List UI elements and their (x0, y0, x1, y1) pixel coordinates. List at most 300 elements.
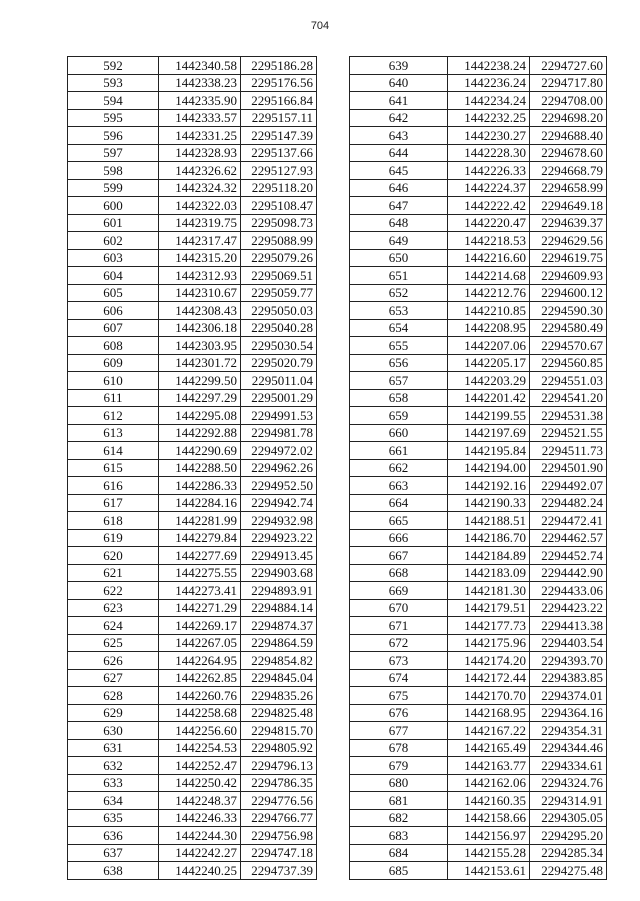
y-coordinate-cell: 2294501.90 (530, 459, 607, 477)
table-row (68, 424, 317, 442)
y-coordinate-cell: 2294629.56 (530, 232, 607, 250)
y-coordinate-cell: 2294511.73 (530, 442, 607, 460)
point-number-cell: 634 (68, 792, 159, 810)
y-coordinate-cell: 2295118.20 (241, 179, 317, 197)
table-row (350, 424, 607, 442)
x-coordinate-cell: 1442175.96 (448, 634, 530, 652)
point-number-cell: 680 (350, 774, 448, 792)
page-number: 704 (310, 20, 330, 32)
table-row (350, 704, 607, 722)
x-coordinate-cell: 1442340.58 (159, 57, 241, 75)
table-row (68, 739, 317, 757)
x-coordinate-cell: 1442269.17 (159, 617, 241, 635)
table-row (68, 512, 317, 530)
table-row (68, 179, 317, 197)
x-coordinate-cell: 1442236.24 (448, 74, 530, 92)
y-coordinate-cell: 2295157.11 (241, 109, 317, 127)
point-number-cell: 683 (350, 827, 448, 845)
table-row (68, 617, 317, 635)
y-coordinate-cell: 2294393.70 (530, 652, 607, 670)
point-number-cell: 601 (68, 214, 159, 232)
point-number-cell: 630 (68, 722, 159, 740)
x-coordinate-cell: 1442168.95 (448, 704, 530, 722)
y-coordinate-cell: 2294275.48 (530, 862, 607, 880)
table-row (350, 92, 607, 110)
y-coordinate-cell: 2294668.79 (530, 162, 607, 180)
point-number-cell: 629 (68, 704, 159, 722)
table-row (68, 459, 317, 477)
y-coordinate-cell: 2294854.82 (241, 652, 317, 670)
x-coordinate-cell: 1442317.47 (159, 232, 241, 250)
point-number-cell: 595 (68, 109, 159, 127)
point-number-cell: 645 (350, 162, 448, 180)
point-number-cell: 646 (350, 179, 448, 197)
point-number-cell: 613 (68, 424, 159, 442)
table-row (68, 634, 317, 652)
x-coordinate-cell: 1442205.17 (448, 354, 530, 372)
y-coordinate-cell: 2294942.74 (241, 494, 317, 512)
table-row (68, 162, 317, 180)
x-coordinate-cell: 1442186.70 (448, 529, 530, 547)
point-number-cell: 633 (68, 774, 159, 792)
table-row (68, 862, 317, 880)
point-number-cell: 609 (68, 354, 159, 372)
y-coordinate-cell: 2294952.50 (241, 477, 317, 495)
x-coordinate-cell: 1442319.75 (159, 214, 241, 232)
x-coordinate-cell: 1442308.43 (159, 302, 241, 320)
point-number-cell: 652 (350, 284, 448, 302)
table-row (350, 564, 607, 582)
table-row (68, 827, 317, 845)
point-number-cell: 612 (68, 407, 159, 425)
y-coordinate-cell: 2294492.07 (530, 477, 607, 495)
y-coordinate-cell: 2294334.61 (530, 757, 607, 775)
point-number-cell: 681 (350, 792, 448, 810)
y-coordinate-cell: 2294423.22 (530, 599, 607, 617)
point-number-cell: 665 (350, 512, 448, 530)
table-row (68, 74, 317, 92)
x-coordinate-cell: 1442155.28 (448, 844, 530, 862)
point-number-cell: 648 (350, 214, 448, 232)
table-row (68, 599, 317, 617)
x-coordinate-cell: 1442174.20 (448, 652, 530, 670)
x-coordinate-cell: 1442335.90 (159, 92, 241, 110)
point-number-cell: 660 (350, 424, 448, 442)
table-row (350, 757, 607, 775)
x-coordinate-cell: 1442195.84 (448, 442, 530, 460)
point-number-cell: 669 (350, 582, 448, 600)
y-coordinate-cell: 2294383.85 (530, 669, 607, 687)
y-coordinate-cell: 2294314.91 (530, 792, 607, 810)
y-coordinate-cell: 2294962.26 (241, 459, 317, 477)
table-row (350, 302, 607, 320)
table-row (68, 354, 317, 372)
table-row (68, 547, 317, 565)
point-number-cell: 622 (68, 582, 159, 600)
table-row (68, 564, 317, 582)
y-coordinate-cell: 2294913.45 (241, 547, 317, 565)
x-coordinate-cell: 1442267.05 (159, 634, 241, 652)
point-number-cell: 658 (350, 389, 448, 407)
point-number-cell: 615 (68, 459, 159, 477)
table-row (350, 582, 607, 600)
y-coordinate-cell: 2294521.55 (530, 424, 607, 442)
x-coordinate-cell: 1442252.47 (159, 757, 241, 775)
point-number-cell: 614 (68, 442, 159, 460)
point-number-cell: 644 (350, 144, 448, 162)
point-number-cell: 592 (68, 57, 159, 75)
point-number-cell: 619 (68, 529, 159, 547)
table-row (350, 459, 607, 477)
x-coordinate-cell: 1442188.51 (448, 512, 530, 530)
y-coordinate-cell: 2294324.76 (530, 774, 607, 792)
point-number-cell: 640 (350, 74, 448, 92)
x-coordinate-cell: 1442179.51 (448, 599, 530, 617)
table-row (350, 442, 607, 460)
point-number-cell: 668 (350, 564, 448, 582)
x-coordinate-cell: 1442208.95 (448, 319, 530, 337)
y-coordinate-cell: 2294835.26 (241, 687, 317, 705)
y-coordinate-cell: 2294600.12 (530, 284, 607, 302)
x-coordinate-cell: 1442232.25 (448, 109, 530, 127)
x-coordinate-cell: 1442162.06 (448, 774, 530, 792)
table-row (350, 739, 607, 757)
x-coordinate-cell: 1442228.30 (448, 144, 530, 162)
point-number-cell: 632 (68, 757, 159, 775)
point-number-cell: 597 (68, 144, 159, 162)
y-coordinate-cell: 2295088.99 (241, 232, 317, 250)
point-number-cell: 642 (350, 109, 448, 127)
y-coordinate-cell: 2295127.93 (241, 162, 317, 180)
y-coordinate-cell: 2294776.56 (241, 792, 317, 810)
x-coordinate-cell: 1442218.53 (448, 232, 530, 250)
point-number-cell: 598 (68, 162, 159, 180)
table-row (68, 249, 317, 267)
point-number-cell: 599 (68, 179, 159, 197)
x-coordinate-cell: 1442301.72 (159, 354, 241, 372)
point-number-cell: 682 (350, 809, 448, 827)
point-number-cell: 626 (68, 652, 159, 670)
y-coordinate-cell: 2294884.14 (241, 599, 317, 617)
y-coordinate-cell: 2294737.39 (241, 862, 317, 880)
y-coordinate-cell: 2295011.04 (241, 372, 317, 390)
table-row (68, 757, 317, 775)
table-row (350, 407, 607, 425)
point-number-cell: 604 (68, 267, 159, 285)
table-row (350, 687, 607, 705)
table-row (350, 372, 607, 390)
y-coordinate-cell: 2294932.98 (241, 512, 317, 530)
y-coordinate-cell: 2294766.77 (241, 809, 317, 827)
table-row (350, 512, 607, 530)
point-number-cell: 670 (350, 599, 448, 617)
table-row (350, 337, 607, 355)
point-number-cell: 608 (68, 337, 159, 355)
y-coordinate-cell: 2294756.98 (241, 827, 317, 845)
table-row (68, 267, 317, 285)
x-coordinate-cell: 1442210.85 (448, 302, 530, 320)
y-coordinate-cell: 2294923.22 (241, 529, 317, 547)
x-coordinate-cell: 1442324.32 (159, 179, 241, 197)
table-row (68, 477, 317, 495)
point-number-cell: 624 (68, 617, 159, 635)
point-number-cell: 616 (68, 477, 159, 495)
point-number-cell: 672 (350, 634, 448, 652)
point-number-cell: 607 (68, 319, 159, 337)
y-coordinate-cell: 2294727.60 (530, 57, 607, 75)
table-row (68, 652, 317, 670)
table-row (68, 722, 317, 740)
y-coordinate-cell: 2295069.51 (241, 267, 317, 285)
x-coordinate-cell: 1442158.66 (448, 809, 530, 827)
y-coordinate-cell: 2294580.49 (530, 319, 607, 337)
point-number-cell: 684 (350, 844, 448, 862)
table-row (68, 389, 317, 407)
x-coordinate-cell: 1442256.60 (159, 722, 241, 740)
y-coordinate-cell: 2294482.24 (530, 494, 607, 512)
x-coordinate-cell: 1442286.33 (159, 477, 241, 495)
table-row (350, 792, 607, 810)
x-coordinate-cell: 1442295.08 (159, 407, 241, 425)
x-coordinate-cell: 1442207.06 (448, 337, 530, 355)
table-row (68, 529, 317, 547)
x-coordinate-cell: 1442290.69 (159, 442, 241, 460)
x-coordinate-cell: 1442230.27 (448, 127, 530, 145)
coordinate-table-right (349, 56, 607, 880)
x-coordinate-cell: 1442260.76 (159, 687, 241, 705)
x-coordinate-cell: 1442181.30 (448, 582, 530, 600)
point-number-cell: 610 (68, 372, 159, 390)
x-coordinate-cell: 1442303.95 (159, 337, 241, 355)
point-number-cell: 662 (350, 459, 448, 477)
x-coordinate-cell: 1442254.53 (159, 739, 241, 757)
y-coordinate-cell: 2294678.60 (530, 144, 607, 162)
point-number-cell: 651 (350, 267, 448, 285)
table-row (350, 197, 607, 215)
x-coordinate-cell: 1442170.70 (448, 687, 530, 705)
y-coordinate-cell: 2294796.13 (241, 757, 317, 775)
point-number-cell: 621 (68, 564, 159, 582)
y-coordinate-cell: 2294972.02 (241, 442, 317, 460)
x-coordinate-cell: 1442315.20 (159, 249, 241, 267)
point-number-cell: 620 (68, 547, 159, 565)
y-coordinate-cell: 2294649.18 (530, 197, 607, 215)
point-number-cell: 637 (68, 844, 159, 862)
point-number-cell: 594 (68, 92, 159, 110)
table-row (68, 144, 317, 162)
y-coordinate-cell: 2294747.18 (241, 844, 317, 862)
table-row (350, 57, 607, 75)
table-row (350, 669, 607, 687)
x-coordinate-cell: 1442281.99 (159, 512, 241, 530)
table-row (68, 127, 317, 145)
table-row (350, 599, 607, 617)
table-row (350, 284, 607, 302)
y-coordinate-cell: 2294433.06 (530, 582, 607, 600)
x-coordinate-cell: 1442197.69 (448, 424, 530, 442)
point-number-cell: 678 (350, 739, 448, 757)
table-row (350, 162, 607, 180)
point-number-cell: 647 (350, 197, 448, 215)
table-row (68, 319, 317, 337)
x-coordinate-cell: 1442297.29 (159, 389, 241, 407)
table-row (350, 617, 607, 635)
point-number-cell: 661 (350, 442, 448, 460)
y-coordinate-cell: 2294864.59 (241, 634, 317, 652)
x-coordinate-cell: 1442275.55 (159, 564, 241, 582)
y-coordinate-cell: 2294708.00 (530, 92, 607, 110)
x-coordinate-cell: 1442172.44 (448, 669, 530, 687)
x-coordinate-cell: 1442192.16 (448, 477, 530, 495)
point-number-cell: 625 (68, 634, 159, 652)
y-coordinate-cell: 2295108.47 (241, 197, 317, 215)
x-coordinate-cell: 1442244.30 (159, 827, 241, 845)
y-coordinate-cell: 2295098.73 (241, 214, 317, 232)
point-number-cell: 617 (68, 494, 159, 512)
y-coordinate-cell: 2295147.39 (241, 127, 317, 145)
y-coordinate-cell: 2294698.20 (530, 109, 607, 127)
point-number-cell: 639 (350, 57, 448, 75)
x-coordinate-cell: 1442203.29 (448, 372, 530, 390)
x-coordinate-cell: 1442153.61 (448, 862, 530, 880)
x-coordinate-cell: 1442163.77 (448, 757, 530, 775)
table-row (350, 319, 607, 337)
y-coordinate-cell: 2294981.78 (241, 424, 317, 442)
x-coordinate-cell: 1442331.25 (159, 127, 241, 145)
point-number-cell: 593 (68, 74, 159, 92)
x-coordinate-cell: 1442271.29 (159, 599, 241, 617)
table-row (350, 529, 607, 547)
table-row (68, 442, 317, 460)
y-coordinate-cell: 2294403.54 (530, 634, 607, 652)
x-coordinate-cell: 1442279.84 (159, 529, 241, 547)
x-coordinate-cell: 1442222.42 (448, 197, 530, 215)
table-row (350, 74, 607, 92)
point-number-cell: 675 (350, 687, 448, 705)
y-coordinate-cell: 2294639.37 (530, 214, 607, 232)
table-row (68, 57, 317, 75)
y-coordinate-cell: 2295030.54 (241, 337, 317, 355)
y-coordinate-cell: 2294815.70 (241, 722, 317, 740)
table-row (68, 214, 317, 232)
table-row (68, 774, 317, 792)
point-number-cell: 641 (350, 92, 448, 110)
point-number-cell: 653 (350, 302, 448, 320)
point-number-cell: 636 (68, 827, 159, 845)
y-coordinate-cell: 2295050.03 (241, 302, 317, 320)
x-coordinate-cell: 1442250.42 (159, 774, 241, 792)
table-row (68, 809, 317, 827)
point-number-cell: 667 (350, 547, 448, 565)
table-row (350, 354, 607, 372)
x-coordinate-cell: 1442156.97 (448, 827, 530, 845)
y-coordinate-cell: 2294688.40 (530, 127, 607, 145)
table-row (68, 792, 317, 810)
x-coordinate-cell: 1442299.50 (159, 372, 241, 390)
x-coordinate-cell: 1442212.76 (448, 284, 530, 302)
y-coordinate-cell: 2295176.56 (241, 74, 317, 92)
x-coordinate-cell: 1442292.88 (159, 424, 241, 442)
table-row (350, 127, 607, 145)
table-row (68, 337, 317, 355)
table-row (68, 232, 317, 250)
point-number-cell: 671 (350, 617, 448, 635)
table-row (68, 284, 317, 302)
point-number-cell: 676 (350, 704, 448, 722)
y-coordinate-cell: 2294305.05 (530, 809, 607, 827)
y-coordinate-cell: 2294717.80 (530, 74, 607, 92)
x-coordinate-cell: 1442312.93 (159, 267, 241, 285)
y-coordinate-cell: 2294609.93 (530, 267, 607, 285)
table-row (350, 652, 607, 670)
x-coordinate-cell: 1442190.33 (448, 494, 530, 512)
point-number-cell: 655 (350, 337, 448, 355)
x-coordinate-cell: 1442284.16 (159, 494, 241, 512)
point-number-cell: 664 (350, 494, 448, 512)
point-number-cell: 623 (68, 599, 159, 617)
x-coordinate-cell: 1442326.62 (159, 162, 241, 180)
point-number-cell: 666 (350, 529, 448, 547)
point-number-cell: 627 (68, 669, 159, 687)
table-row (68, 302, 317, 320)
table-row (68, 687, 317, 705)
x-coordinate-cell: 1442258.68 (159, 704, 241, 722)
y-coordinate-cell: 2295020.79 (241, 354, 317, 372)
y-coordinate-cell: 2295001.29 (241, 389, 317, 407)
x-coordinate-cell: 1442226.33 (448, 162, 530, 180)
y-coordinate-cell: 2294354.31 (530, 722, 607, 740)
y-coordinate-cell: 2294893.91 (241, 582, 317, 600)
y-coordinate-cell: 2294285.34 (530, 844, 607, 862)
y-coordinate-cell: 2294786.35 (241, 774, 317, 792)
table-row (68, 197, 317, 215)
y-coordinate-cell: 2294845.04 (241, 669, 317, 687)
y-coordinate-cell: 2294619.75 (530, 249, 607, 267)
point-number-cell: 605 (68, 284, 159, 302)
table-row (350, 844, 607, 862)
table-row (68, 704, 317, 722)
x-coordinate-cell: 1442234.24 (448, 92, 530, 110)
x-coordinate-cell: 1442199.55 (448, 407, 530, 425)
y-coordinate-cell: 2294452.74 (530, 547, 607, 565)
x-coordinate-cell: 1442216.60 (448, 249, 530, 267)
x-coordinate-cell: 1442328.93 (159, 144, 241, 162)
point-number-cell: 618 (68, 512, 159, 530)
x-coordinate-cell: 1442338.23 (159, 74, 241, 92)
y-coordinate-cell: 2294374.01 (530, 687, 607, 705)
x-coordinate-cell: 1442184.89 (448, 547, 530, 565)
table-row (68, 92, 317, 110)
x-coordinate-cell: 1442306.18 (159, 319, 241, 337)
x-coordinate-cell: 1442277.69 (159, 547, 241, 565)
table-row (68, 494, 317, 512)
y-coordinate-cell: 2294413.38 (530, 617, 607, 635)
x-coordinate-cell: 1442194.00 (448, 459, 530, 477)
table-row (350, 809, 607, 827)
table-row (350, 774, 607, 792)
y-coordinate-cell: 2294570.67 (530, 337, 607, 355)
y-coordinate-cell: 2294344.46 (530, 739, 607, 757)
point-number-cell: 679 (350, 757, 448, 775)
point-number-cell: 600 (68, 197, 159, 215)
y-coordinate-cell: 2294364.16 (530, 704, 607, 722)
table-row (350, 862, 607, 880)
x-coordinate-cell: 1442167.22 (448, 722, 530, 740)
table-row (68, 669, 317, 687)
y-coordinate-cell: 2294551.03 (530, 372, 607, 390)
point-number-cell: 654 (350, 319, 448, 337)
point-number-cell: 650 (350, 249, 448, 267)
